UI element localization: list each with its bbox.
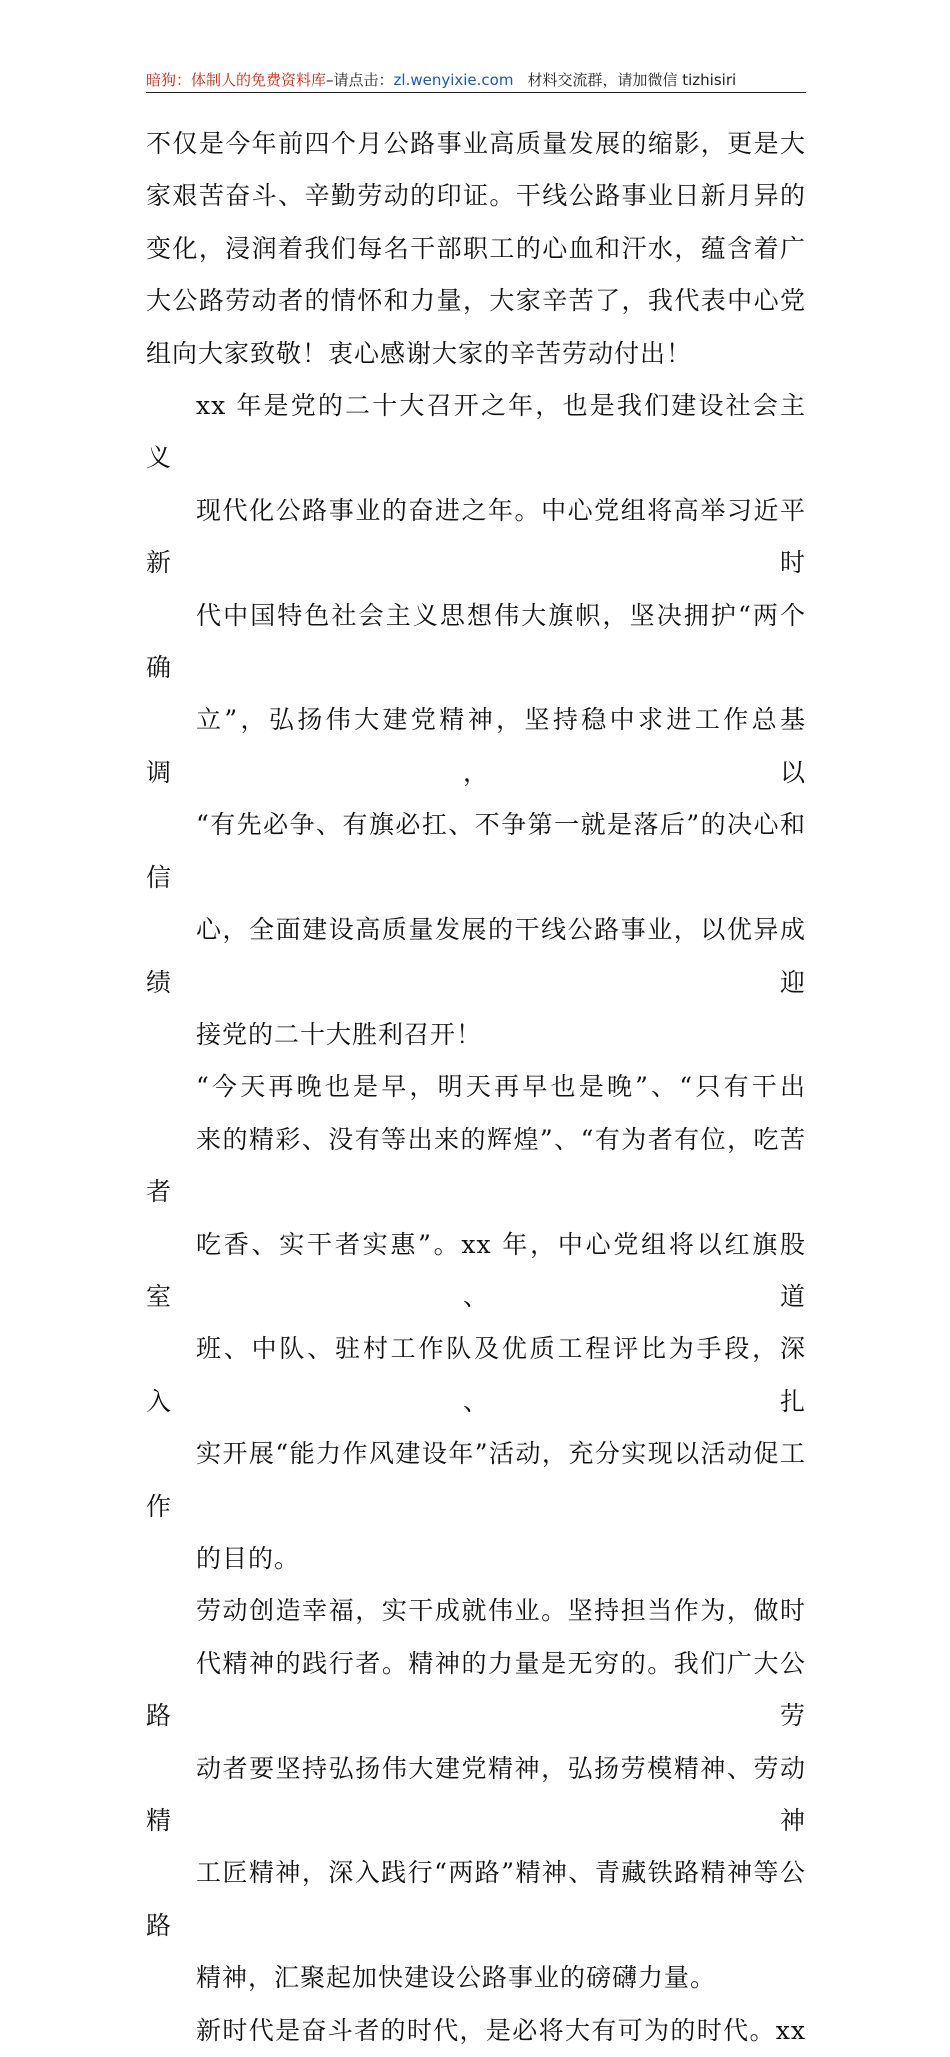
text-line: xx 年是党的二十大召开之年，也是我们建设社会主义: [146, 391, 806, 473]
text-line: 的目的。: [196, 1543, 301, 1573]
text-line: “有先必争、有旗必扛、不争第一就是落后”的决心和信: [146, 810, 806, 892]
text-line: 劳动创造幸福，实干成就伟业。坚持担当作为，做时: [196, 1596, 806, 1626]
text-line: 动者要坚持弘扬伟大建党精神，弘扬劳模精神、劳动精神: [146, 1753, 806, 1835]
text-line: 工匠精神，深入践行“两路”精神、青藏铁路精神等公路: [146, 1858, 806, 1940]
paragraph-2: [146, 380, 806, 1061]
paragraph-5: [146, 2005, 806, 2057]
text-line: 代精神的践行者。精神的力量是无穷的。我们广大公路劳: [146, 1648, 806, 1731]
paragraph-3: [146, 1061, 806, 1585]
text-line: 班、中队、驻村工作队及优质工程评比为手段，深入、扎: [146, 1334, 806, 1416]
text-line: 现代化公路事业的奋进之年。中心党组将高举习近平新时: [146, 495, 806, 578]
header-wechat-note: 材料交流群，请加微信 tizhisiri: [527, 71, 737, 89]
text-line: 组向大家致敬！衷心感谢大家的辛苦劳动付出！: [146, 338, 693, 368]
text-line: 不仅是今年前四个月公路事业高质量发展的缩影，更是大: [146, 129, 806, 158]
text-line: 来的精彩、没有等出来的辉煌”、“有为者有位，吃苦者: [146, 1124, 806, 1207]
text-line: 代中国特色社会主义思想伟大旗帜，坚决拥护“两个确: [146, 600, 806, 683]
text-line: 实开展“能力作风建设年”活动，充分实现以活动促工作: [146, 1439, 806, 1521]
header-link[interactable]: zl.wenyixie.com: [393, 71, 514, 89]
text-line: 大公路劳动者的情怀和力量，大家辛苦了，我代表中心党: [146, 286, 806, 316]
text-line: 心，全面建设高质量发展的干线公路事业，以优异成绩迎: [146, 915, 806, 997]
header-separator: –请点击：: [326, 71, 394, 89]
text-line: 家艰苦奋斗、辛勤劳动的印证。干线公路事业日新月异的: [146, 181, 806, 211]
text-line: 新时代是奋斗者的时代，是必将大有可为的时代。xx: [196, 2015, 806, 2045]
page-header: [146, 68, 806, 93]
paragraph-1: [146, 118, 806, 380]
text-line: 变化，浸润着我们每名干部职工的心血和汗水，蕴含着广: [146, 233, 806, 263]
text-line: 精神，汇聚起加快建设公路事业的磅礴力量。: [196, 1963, 717, 1993]
text-line: 接党的二十大胜利召开！: [196, 1019, 483, 1049]
text-line: “今天再晚也是早，明天再早也是晚”、“只有干出: [196, 1072, 806, 1102]
text-line: 立”，弘扬伟大建党精神，坚持稳中求进工作总基调，以: [146, 705, 806, 787]
document-body: [146, 118, 806, 2057]
paragraph-4: [146, 1585, 806, 2004]
text-line: 吃香、实干者实惠”。xx 年，中心党组将以红旗股室、道: [146, 1229, 806, 1311]
header-brand[interactable]: 暗狗：体制人的免费资料库: [146, 71, 327, 89]
